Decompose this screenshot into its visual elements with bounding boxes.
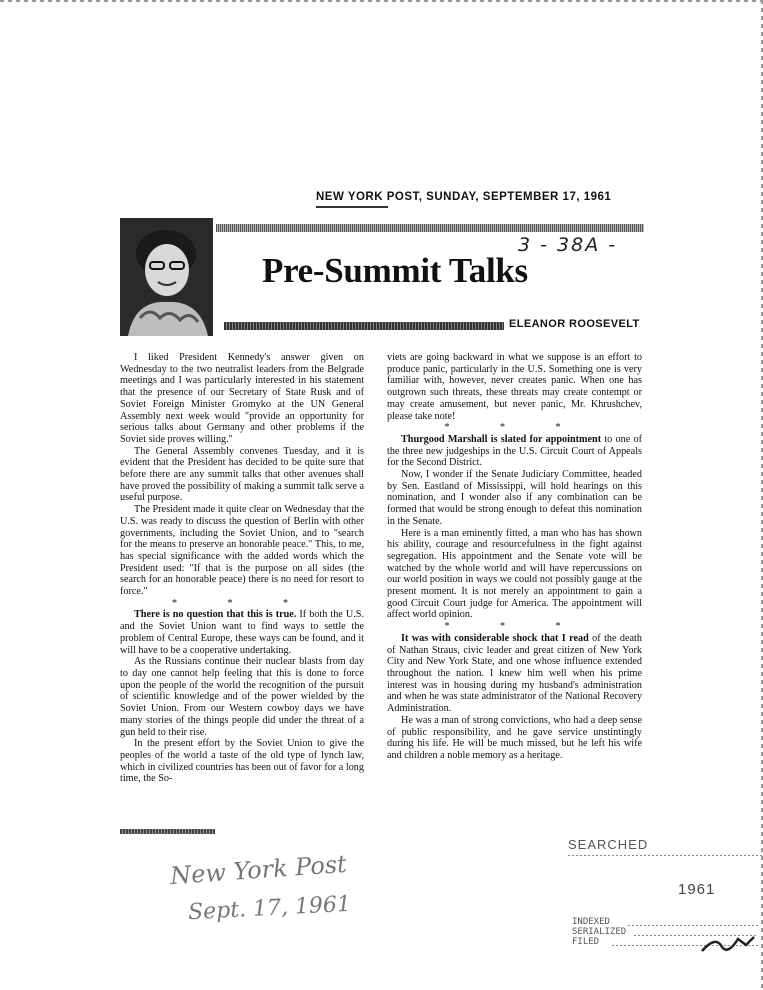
stamp-indexed: INDEXED: [572, 917, 610, 927]
paragraph-rest: to one of the three new judgeships in the U.S. Circuit Court of Appeals for the Second District.: [387, 433, 642, 469]
stamp-searched: SEARCHED: [568, 837, 649, 852]
paragraph: The President made it quite clear on Wednesday that the U.S. was ready to discuss the question of Berlin with other governments, including the Soviet Union, and to "search for the means to preserve an honorable peace." This, to me, has special significance with the added words which the President used: "If that is the purpose on all sides (the search for an honorable peace) there is no need for resort to force.": [120, 504, 364, 598]
newspaper-masthead: NEW YORK POST, SUNDAY, SEPTEMBER 17, 1961: [316, 191, 612, 203]
paragraph: Now, I wonder if the Senate Judiciary Committee, headed by Sen. Eastland of Mississippi, will hold hearings on this nomination, and I wonder also if any combination can be formed that would be strong enough to defeat this nomination in the Senate.: [387, 469, 642, 527]
section-divider-stars: * * *: [444, 621, 585, 633]
article-column-right: [387, 352, 642, 762]
article-column-left: [120, 352, 364, 785]
paragraph: In the present effort by the Soviet Union to give the peoples of the world a taste of the old type of lynch law, which in civilized countries has been out of favor for a long time, the So-: [120, 738, 364, 785]
portrait-image: [120, 218, 213, 336]
article-headline: Pre-Summit Talks: [262, 251, 528, 290]
stamp-date: 1961: [678, 881, 716, 898]
paragraph: [387, 633, 642, 715]
article-byline: ELEANOR ROOSEVELT: [509, 318, 640, 330]
paragraph-rest: of the death of Nathan Straus, civic leader and great citizen of New York City and New York State, and one whose influence extended throughout the nation. I knew him well when his prime interest was in housing during my husband's administration and when he was state administrator of the National Recovery Administration.: [387, 632, 642, 715]
section-divider-stars: * * *: [172, 597, 312, 609]
file-number-handwritten: 3 - 38A -: [518, 234, 618, 256]
stamp-serialized: SERIALIZED: [572, 927, 627, 937]
paragraph: The General Assembly convenes Tuesday, and it is evident that the President has decided to be quite sure that before there are any summit talks that other avenues shall have proved the possibility of making a summit talk serve a useful purpose.: [120, 445, 364, 504]
handwritten-initials-icon: [698, 931, 758, 957]
clipping-edge-rule: [120, 829, 215, 834]
paragraph-lead: Thurgood Marshall is slated for appointment: [401, 433, 602, 445]
handwritten-source: New York Post: [169, 849, 348, 891]
paragraph-rest: If both the U.S. and the Soviet Union want to find ways to settle the problem of Central Europe, these ways can be found, and it will have to be a cooperative undertaking.: [120, 609, 364, 656]
byline-rule: [224, 322, 504, 330]
header-band: [216, 224, 644, 232]
author-photo: [120, 218, 213, 336]
fbi-file-stamp: [568, 833, 762, 959]
paragraph: viets are going backward in what we suppose is an effort to produce panic, particularly in the U.S. Something one is very familiar with, however, never creates panic. When one has outgrown such threats, these threats may create contempt or may create amusement, but never panic, Mr. Khrushchev, please take note!: [387, 352, 642, 422]
stamp-rule: [568, 855, 762, 856]
masthead-underline: [316, 206, 388, 208]
handwritten-date: Sept. 17, 1961: [187, 891, 352, 926]
paragraph: As the Russians continue their nuclear blasts from day to day one cannot help feeling that this is done to force upon the people of the world the recognition of the pursuit of scientific knowledge and of the power wielded by the Soviet Union. From our Western cowboy days we have many stories of the things people did under the threat of a gun held to their rise.: [120, 656, 364, 738]
paragraph: [387, 434, 642, 469]
paragraph-lead: There is no question that this is true.: [134, 609, 297, 621]
stamp-filed: FILED: [572, 937, 600, 947]
paragraph: He was a man of strong convictions, who had a deep sense of public responsibility, and he gave service unstintingly during his life. He will be much missed, but he left his wife and children a noble memory as a heritage.: [387, 714, 642, 761]
paragraph: Here is a man eminently fitted, a man who has has shown his ability, courage and resourcefulness in the fight against segregation. His appointment and the Senate vote will be watched by the whole world and will have repercussions on our world position in ways we could not possibly gauge at the present moment. It is not merely an appointment to gain a good Circuit Court judge for America. The appointment will affect world opinion.: [387, 527, 642, 621]
paragraph-lead: It was with considerable shock that I read: [401, 632, 589, 644]
paragraph: [120, 609, 364, 656]
section-divider-stars: * * *: [444, 422, 585, 434]
scan-border-top: [0, 0, 763, 2]
paragraph: I liked President Kennedy's answer given on Wednesday to the two neutralist leaders from the Belgrade meetings and I was particularly interested in his statement that the presence of our Secretary of State Rusk and of Soviet Foreign Minister Gromyko at the UN General Assembly next week would "provide an opportunity for serious talks about Germany and other problems if the Soviet side proves willing.": [120, 352, 364, 445]
stamp-rule: [628, 925, 758, 926]
